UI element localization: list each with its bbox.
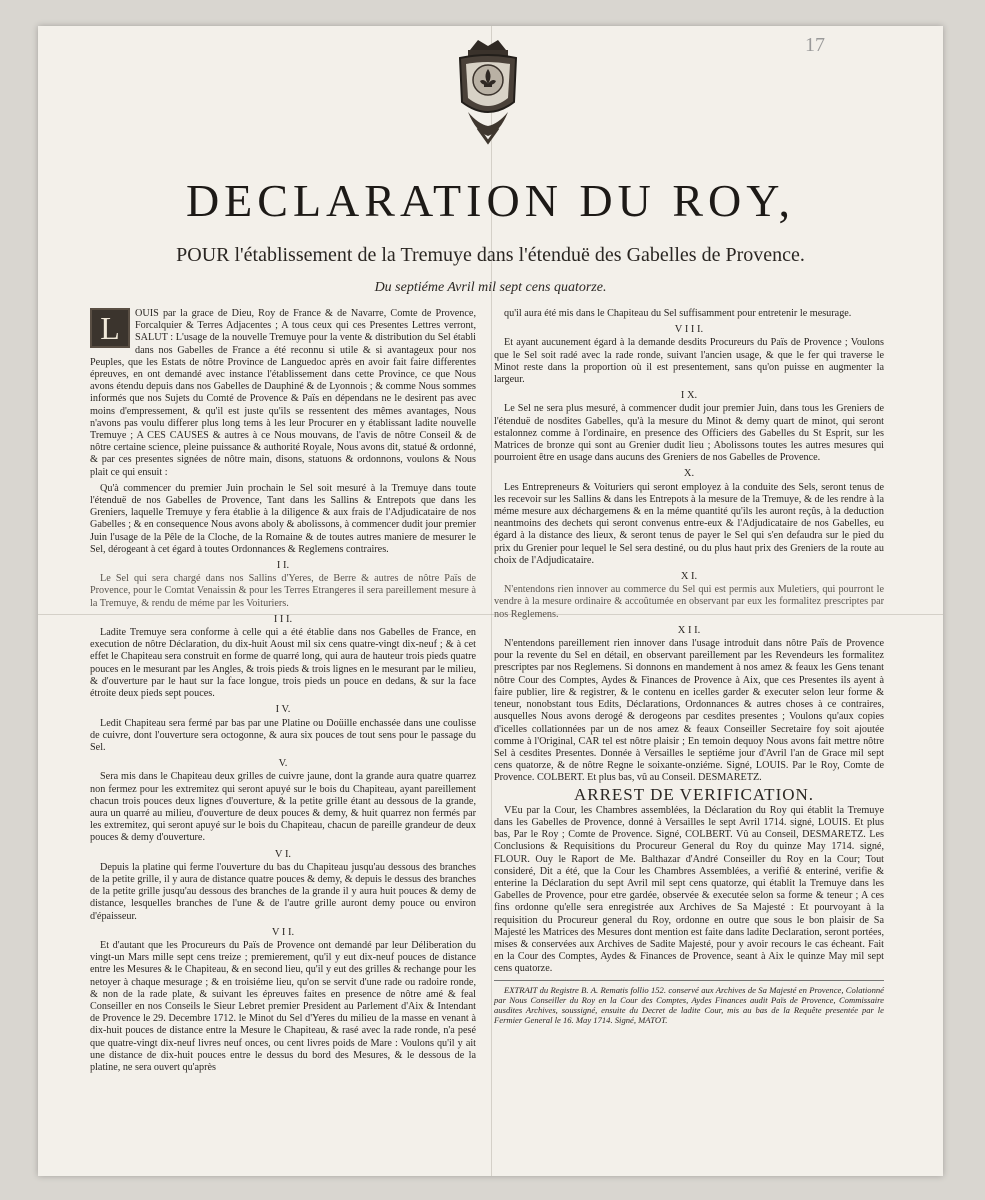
heading-article-7: V I I. [271,926,295,938]
preamble: OUIS par la grace de Dieu, Roy de France & de Navarre, Comte de Provence, Forcalquier & Terres Adjacentes ; A tous ceux qui ces Presentes Lettres verront, SALUT : L'usage de la nouvelle Tremuye pour la vente & distribution du Sel établi dans nos Gabelles de France a été reconnu si utile & si avantageux pour nos Peuples, que les Estats de nôtre Province de Languedoc après en avoir fait faire differentes épreuves, en ont demandé avec instance l'établissement dans cette Province, ce que Nous avons étendu depuis dans nos Gabelles de Dauphiné & de Lyonnois ; & comme Nous sommes informés que nos Sujets du Comté de Provence & Païs en dépendans ne le desirent pas avec moins d'empressement, & qu'il est juste qu'ils se ressentent des mêmes avantages, Nous n'avons pas voulu differer plus long tems à les leur Procurer en y établissant ladite nouvelle Tremuye ; A CES CAUSES & autres à ce Nous mouvans, de l'avis de nôtre Conseil & de nôtre certaine science, pleine puissance & authorité Royale, Nous avons dit, statué & ordonné, & par ces presentes signées de nôtre main, disons, statuons & ordonnons, voulons & Nous plait ce qui ensuit : [90,308,476,478]
document-subtitle: POUR l'établissement de la Tremuye dans l'étenduë des Gabelles de Provence. [176,244,805,266]
heading-article-11: X I. [680,571,698,583]
article-9: Le Sel ne sera plus mesuré, à commencer dudit jour premier Juin, dans tous les Greniers de l'étenduë de nosdites Gabelles, qu'à la mesure du Minot & demy quart de minot, qui seront estalonnez comme à l'ordinaire, en presence des Officiers des Gabelles du St Esprit, sur les Matrices de bronze qui sont au Grenier dudit lieu ; Abolissons toutes les autres mesures qui pourroient être en usage dans aucuns des Greniers de nos Gabelles de Provence. [494,403,884,464]
heading-article-8: V I I I. [674,324,704,336]
article-8: Et ayant aucunement égard à la demande desdits Procureurs du Païs de Provence ; Voulons que le Sel soit radé avec la rade ronde, suivant l'ancien usage, & que le fer qui traverse le Minot reste dans la proportion où il est presentement, sans qu'on puisse en augmenter la largeur. [494,337,884,386]
left-column [90,308,476,1078]
heading-article-9: I X. [680,390,698,402]
article-10: Les Entrepreneurs & Voituriers qui seront employez à la conduite des Sels, seront tenus de les recevoir sur les Sallins & dans les Entrepots à la mesure de la Tremuye, & de les rendre à la méme mesure aux déchargemens & en la méme quantité qu'ils les auront reçûs, à la deduction neantmoins des dechets qui seront convenus entre-eux & l'Adjudicataire de nos Gabelles, eu égard à la distance des lieux, & seront tenus de payer le Sel qui s'en defaudra sur le pied du prix du Grenier pour lequel le Sel sera destiné, ou du plus haut prix des Greniers de la route au choix de l'Adjudicataire. [494,481,884,566]
arrest-text: VEu par la Cour, les Chambres assemblées, la Déclaration du Roy qui établit la Tremuye dans les Gabelles de Provence, donné à Versailles le sept Avril 1714. signé, LOUIS. Et plus bas, Par le Roy ; Comte de Provence. Signé, COLBERT. Vû au Conseil, DESMARETZ. Les Conclusions & Requisitions du Procureur General du Roy du quinze May 1714. signé, FLOUR. Ouy le Raport de Me. Balthazar d'André Conseiller du Roy en la Cour; Tout consideré, Dit a été, que la Cour les Chambres Assemblées, a verifié & enteriné, verifie & enterine la Déclaration du sept Avril mil sept cens quatorze, qui établit la Tremuye dans les Gabelles de Provence, pour etre gardée, observée & executée selon sa forme & teneur ; A ces fins ordonne qu'elle sera enregistrée aux Archives de Sa Majesté : Et pourvoyant à la requisition du Procureur general du Roy, ordonne en outre que sous le bon plaisir de Sa Majesté les Matrices des Mesures dont mention est faite dans ladite Declaration, seront portées, mises & conservées aux Archives de Sadite Majesté, pour y avoir recours le cas écheant. Fait en la Cour des Comptes, Aydes & Finances de Provence, seant à Aix le quinze May mil sept cens quatorze. [494,804,884,975]
heading-article-6: V I. [274,848,292,860]
right-column [494,308,884,1029]
article-7-continued: qu'il aura été mis dans le Chapiteau du Sel suffisamment pour entretenir le mesurage. [504,308,852,319]
arrest-title: ARREST DE VERIFICATION. [573,784,815,804]
heading-article-10: X. [683,468,695,480]
article-12: N'entendons pareillement rien innover dans l'usage introduit dans nôtre Païs de Provence pour la revente du Sel en détail, en observant pareillement par les Revendeurs les formalitez prescriptes par nos Reglemens. Si donnons en mandement à nos amez & feaux les Gens tenant nôtre Cour des Comptes, Aydes & Finances de Provence à Aix, que ces Presentes ils ayent à faire publier, lire & registrer, & le contenu en icelles garder & executer selon leur forme & teneur, nonobstant tous Edits, Déclarations, Ordonnances & autres choses à ce contraires, ausquelles Nous avons derogé & derogeons par cesdites presentes ; Voulons qu'aux copies d'icelles collationnées par un de nos amez & feaux Conseiller Secretaire foy soit ajoutée comme à l'Original, CAR tel est nôtre plaisir ; En temoin dequoy Nous avons fait mettre nôtre Sel à cesdites Presentes. Donnée à Versailles le septiéme jour d'Avril l'an de Grace mil sept cens quatorze, & de nôtre Regne le soixante-onziéme. Signé, LOUIS. Par le Roy, Comte de Provence. COLBERT. Et plus bas, vû au Conseil. DESMARETZ. [494,638,884,784]
article-4: Ledit Chapiteau sera fermé par bas par une Platine ou Doüille enchassée dans une coulisse de cuivre, dont l'ouverture sera octogonne, & aura six pouces de tout sens pour le passage du Sel. [90,717,476,753]
article-7: Et d'autant que les Procureurs du Païs de Provence ont demandé par leur Déliberation du vingt-un Mars mille sept cens treize ; premierement, qu'il y eut dix-neuf pouces de distance entre les Mesures & le Chapiteau, & en second lieu, qu'il y eut des grilles & rechange pour les netoyer à chaque mesurage ; & en troisiéme lieu, qu'on se servit d'une rade ou radoire ronde, & non de la rade plate, & suivant les épreuves faites en presence de nôtre amé & feal Conseiller en nos Conseils le Sieur Lebret premier President au Parlement d'Aix & Intendant de Provence le 29. Decembre 1712. le Minot du Sel d'Yeres du milieu de la masse en venant à dix-huit pouces de distance entre la Mesure le Chapiteau, & rasé avec la rade ronde, n'a pesé que quatre-vingt dix-neuf livres neuf onces, ou cent livres poids de Mare : Voulons qu'il y ait une distance de dix-huit pouces entre le dessus du bord des Mesures, & le dessous de la platine, ne sera ouvert qu'après [90,939,476,1073]
article-11: N'entendons rien innover au commerce du Sel qui est permis aux Muletiers, qui pourront le vendre à la mesure ordinaire & accoûtumée en observant par eux les formalitez prescriptes par nos Reglemens. [494,584,884,620]
heading-article-12: X I I. [677,624,701,636]
article-3: Ladite Tremuye sera conforme à celle qui a été établie dans nos Gabelles de France, en execution de nôtre Déclaration, du dix-huit Aoust mil six cens quatre-vingt dix-neuf ; & à cet effet le Chapiteau sera construit en forme de quarré long, qui aura de hauteur trois pieds quatre pouces en le mesurant par les Angles, & trois pieds & trois lignes en le mesurant par le milieu, & d'ouverture par le haut sur la face longue, trois pieds un pouce en dedans, & sur la face étroite deux pieds sept pouces. [90,627,476,700]
heading-article-3: I I I. [273,613,293,625]
heading-article-5: V. [278,758,288,770]
article-2: Le Sel qui sera chargé dans nos Sallins d'Yeres, de Berre & autres de nôtre Païs de Provence, pour le Comtat Venaissin & pour les Terres Etrangeres il sera pareillement mesure à la Tremuye, & rendu de méme par les Voituriers. [90,573,476,609]
article-1: Qu'à commencer du premier Juin prochain le Sel soit mesuré à la Tremuye dans toute l'étenduë de nos Gabelles de Provence, Tant dans les Sallins & Entrepots que dans les Greniers, laquelle Tremuye y fera établie à la diligence & aux frais de l'Adjudicataire de nos Gabelles ; & en consequence Nous avons aboly & abolissons, à commencer dudit jour premier Juin l'usage de la Pêle de la Cloche, de la Romaine & de toutes autres maniere de mesurer le Sel, dérogeant à cet égard à toutes Ordonnances & Reglemens contraires. [90,482,476,555]
decorated-initial: L [90,308,130,348]
document-title: DECLARATION DU ROY, [185,175,796,226]
article-6: Depuis la platine qui ferme l'ouverture du bas du Chapiteau jusqu'au dessous des branches de la petite grille, il y aura de distance quatre pouces & demy, & depuis le dessus des branches de la petite grille jusqu'au dessous des branches de la grande il y aura huit pouces & demy de distance, lesquelles branches de l'une & de l'autre grille auront demy pouce ou environ d'épaisseur. [90,861,476,922]
extrait-note: EXTRAIT du Registre B. A. Rematis follio 152. conservé aux Archives de Sa Majesté en Provence, Colationné par Nous Conseiller du Roy en la Cour des Comptes, Aydes Finances audit Païs de Provence, Commissaire ausdites Archives, soussigné, ensuite du Decret de ladite Cour, mis au bas de la Requête presentée par le Fermier General le 16. May 1714. Signé, MATOT. [494,980,884,1025]
heading-article-2: I I. [276,560,290,572]
royal-crest-icon [438,36,538,146]
heading-article-4: I V. [275,704,291,716]
article-5: Sera mis dans le Chapiteau deux grilles de cuivre jaune, dont la grande aura quatre quarrez non fermez pour les extremitez qui seront apuyé sur le bois du Chapiteau, ayant pareillement chacun trois pouces deux lignes d'ouverture, & la petite grille étant au dessous de la grande, aura un quarré au milieu, d'ouverture de deux pouces & demy, & huit quarrez non fermés par les extremitez, qui seront apuyé sur le bois du Chapiteau, chacun de pareille grandeur de deux pouces & demy d'ouverture. [90,771,476,844]
pencil-number: 17 [805,34,825,56]
document-date: Du septiéme Avril mil sept cens quatorze. [374,280,607,295]
document-sheet [38,26,943,1176]
